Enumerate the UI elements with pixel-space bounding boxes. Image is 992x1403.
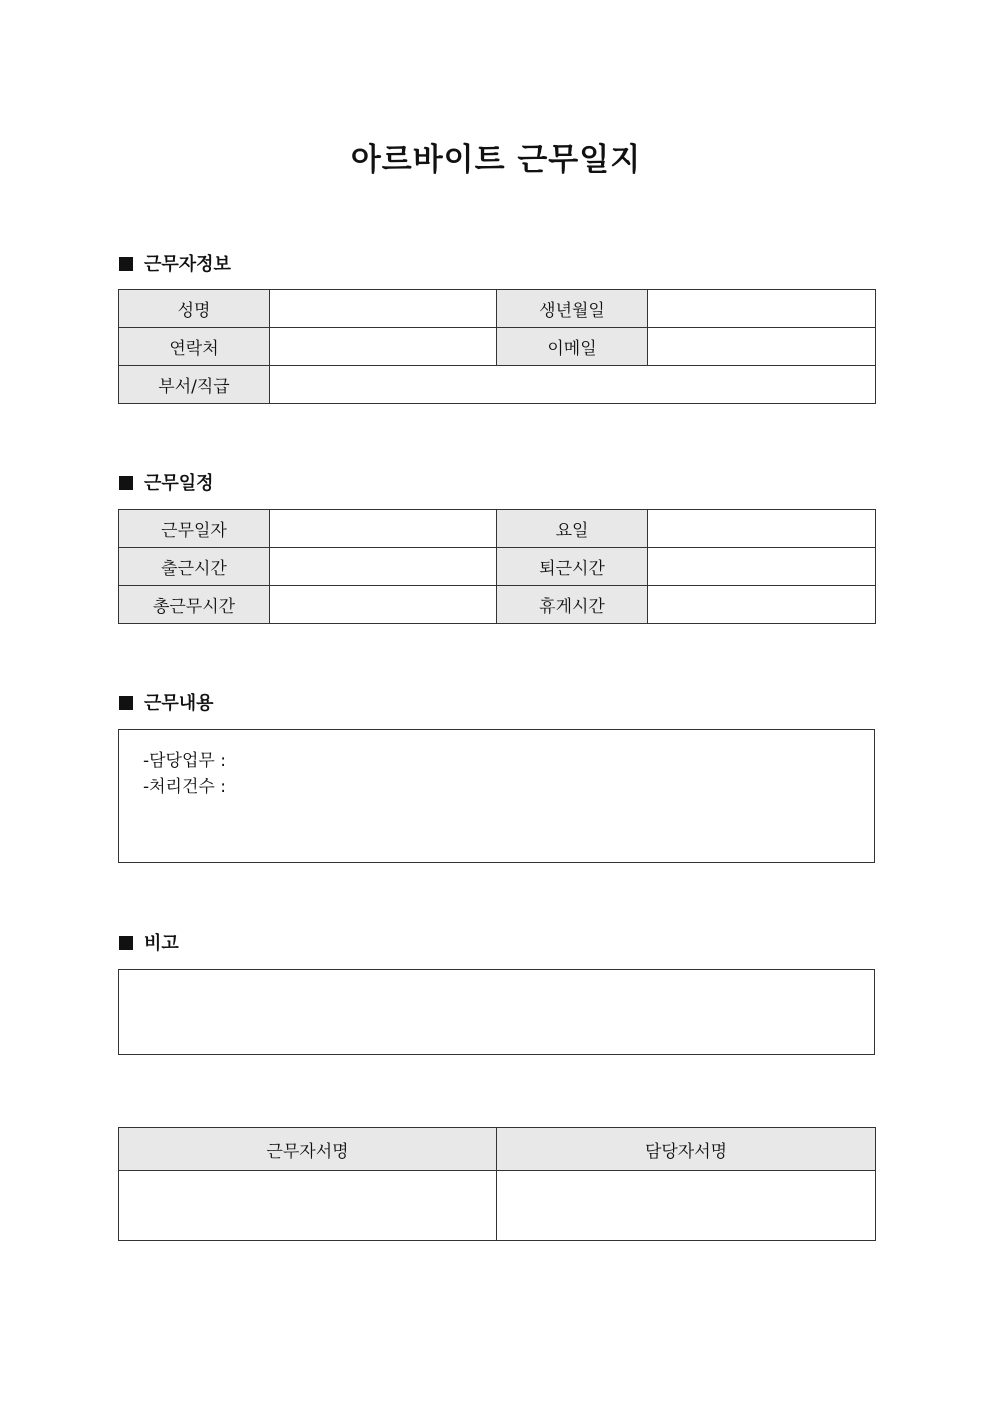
work-date-label: 근무일자: [119, 510, 270, 548]
contact-field[interactable]: [270, 328, 497, 366]
signature-table: [118, 1127, 876, 1241]
square-bullet-icon: [119, 257, 133, 271]
weekday-label: 요일: [497, 510, 648, 548]
duty-line: -담당업무 :: [143, 751, 226, 771]
name-field[interactable]: [270, 290, 497, 328]
manager-signature-field[interactable]: [497, 1171, 876, 1241]
name-label: 성명: [119, 290, 270, 328]
email-field[interactable]: [648, 328, 876, 366]
break-time-field[interactable]: [648, 586, 876, 624]
square-bullet-icon: [119, 476, 133, 490]
section-heading-remarks: [119, 932, 179, 956]
department-position-label: 부서/직급: [119, 366, 270, 404]
section-heading-label: 근무일정: [144, 473, 214, 494]
birth-date-field[interactable]: [648, 290, 876, 328]
total-hours-field[interactable]: [270, 586, 497, 624]
work-content-box[interactable]: [118, 729, 875, 863]
email-label: 이메일: [497, 328, 648, 366]
worker-signature-label: 근무자서명: [119, 1128, 497, 1171]
work-date-field[interactable]: [270, 510, 497, 548]
worker-signature-field[interactable]: [119, 1171, 497, 1241]
total-hours-label: 총근무시간: [119, 586, 270, 624]
department-position-field[interactable]: [270, 366, 876, 404]
section-heading-label: 근무자정보: [144, 254, 231, 275]
clock-out-field[interactable]: [648, 548, 876, 586]
square-bullet-icon: [119, 936, 133, 950]
document-title: 아르바이트 근무일지: [350, 142, 642, 178]
square-bullet-icon: [119, 696, 133, 710]
manager-signature-label: 담당자서명: [497, 1128, 876, 1171]
section-heading-worker-info: [119, 253, 231, 277]
count-line: -처리건수 :: [143, 777, 226, 797]
worker-info-table: [118, 289, 876, 404]
clock-in-label: 출근시간: [119, 548, 270, 586]
section-heading-label: 근무내용: [144, 693, 214, 714]
section-heading-label: 비고: [144, 933, 179, 954]
section-heading-work-content: [119, 692, 214, 716]
weekday-field[interactable]: [648, 510, 876, 548]
break-time-label: 휴게시간: [497, 586, 648, 624]
section-heading-schedule: [119, 472, 214, 496]
schedule-table: [118, 509, 876, 624]
birth-date-label: 생년월일: [497, 290, 648, 328]
clock-out-label: 퇴근시간: [497, 548, 648, 586]
remarks-box[interactable]: [118, 969, 875, 1055]
clock-in-field[interactable]: [270, 548, 497, 586]
contact-label: 연락처: [119, 328, 270, 366]
